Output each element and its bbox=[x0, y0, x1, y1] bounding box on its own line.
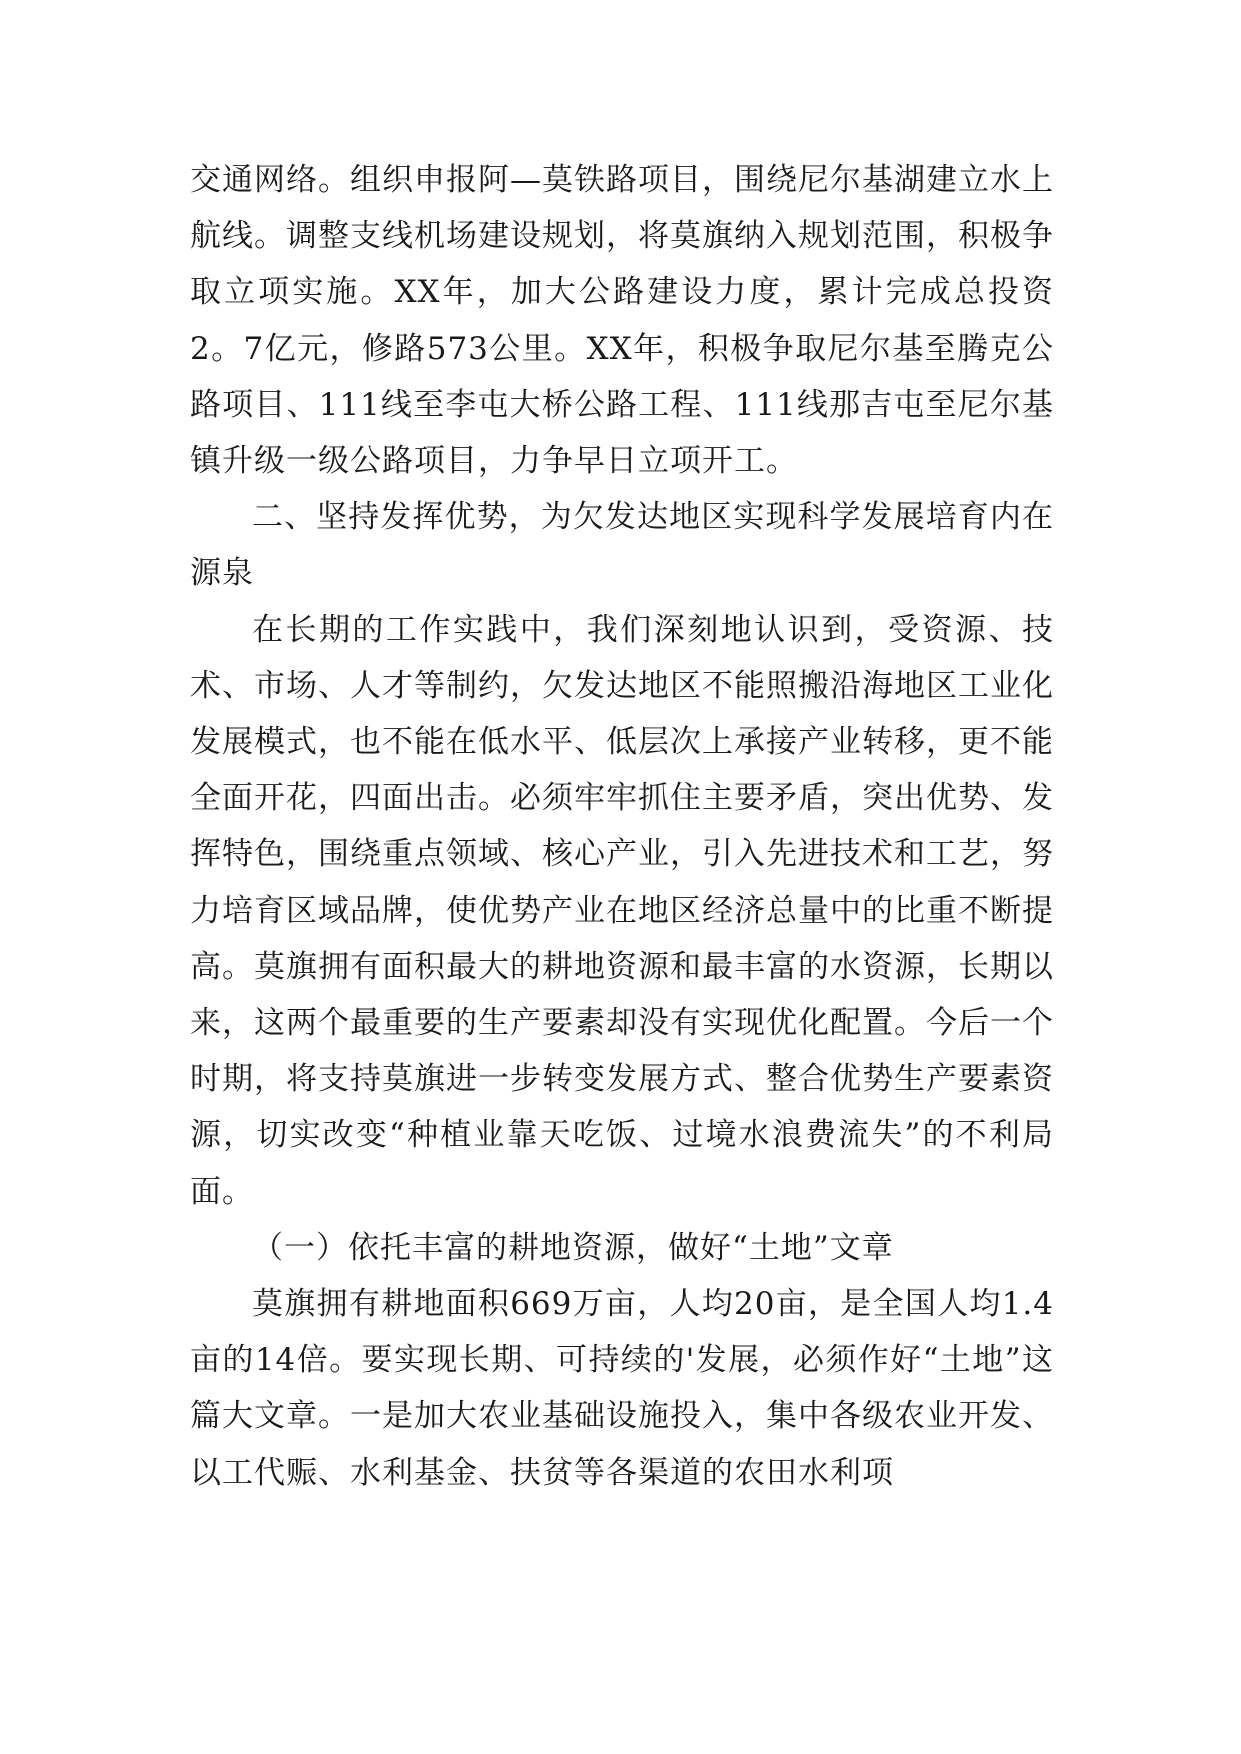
section-heading-two: 二、坚持发挥优势，为欠发达地区实现科学发展培育内在源泉 bbox=[190, 499, 1054, 592]
paragraph-long-term-practice: 在长期的工作实践中，我们深刻地认识到，受资源、技术、市场、人才等制约，欠发达地区不能照搬沿海地区工业化发展模式，也不能在低水平、低层次上承接产业转移，更不能全面开花，四面出击。必须牢牢抓住主要矛盾，突出优势、发挥特色，围绕重点领域、核心产业，引入先进技术和工艺，努力培育区域品牌，使优势产业在地区经济总量中的比重不断提高。莫旗拥有面积最大的耕地资源和最丰富的水资源，长期以来，这两个最重要的生产要素却没有实现优化配置。今后一个时期，将支持莫旗进一步转变发展方式、整合优势生产要素资源，切实改变“种植业靠天吃饭、过境水浪费流失”的不利局面。 bbox=[190, 611, 1054, 1210]
subsection-heading-one: （一）依托丰富的耕地资源，做好“土地”文章 bbox=[252, 1229, 894, 1266]
paragraph-farmland: 莫旗拥有耕地面积669万亩，人均20亩，是全国人均1.4亩的14倍。要实现长期、可持续的'发展，必须作好“土地”这篇大文章。一是加大农业基础设施投入，集中各级农业开发、以工代赈、水利基金、扶贫等各渠道的农田水利项 bbox=[190, 1286, 1054, 1491]
paragraph-transport-network: 交通网络。组织申报阿—莫铁路项目，围绕尼尔基湖建立水上航线。调整支线机场建设规划，将莫旗纳入规划范围，积极争取立项实施。XX年，加大公路建设力度，累计完成总投资2。7亿元，修路573公里。XX年，积极争取尼尔基至腾克公路项目、111线至李屯大桥公路工程、111线那吉屯至尼尔基镇升级一级公路项目，力争早日立项开工。 bbox=[190, 162, 1054, 480]
document-body bbox=[190, 152, 1054, 1501]
